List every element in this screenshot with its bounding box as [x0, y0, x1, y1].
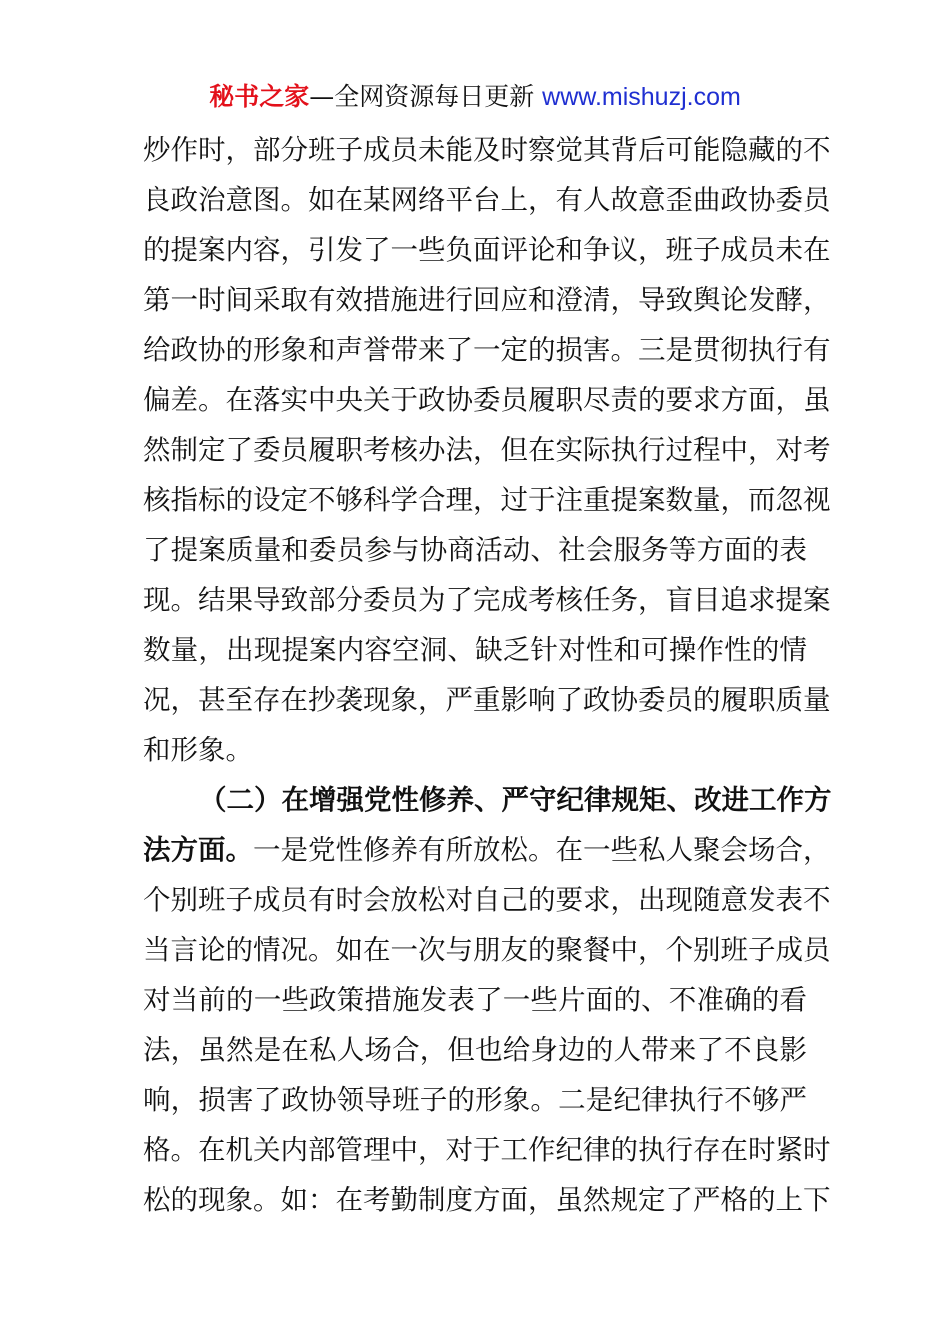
paragraph-line: 况，甚至存在抄袭现象，严重影响了政协委员的履职质量 [143, 684, 831, 716]
paragraph-line: 第一时间采取有效措施进行回应和澄清，导致舆论发酵， [143, 284, 831, 316]
paragraph-line: 给政协的形象和声誉带来了一定的损害。三是贯彻执行有 [143, 334, 831, 366]
paragraph-line: 格。在机关内部管理中，对于工作纪律的执行存在时紧时 [143, 1134, 831, 1166]
paragraph-text: 一是党性修养有所放松。在一些私人聚会场合， [253, 834, 831, 866]
site-url-link[interactable]: www.mishuzj.com [542, 83, 741, 111]
paragraph-line: 偏差。在落实中央关于政协委员履职尽责的要求方面，虽 [143, 384, 831, 416]
paragraph-line: 现。结果导致部分委员为了完成考核任务，盲目追求提案 [143, 584, 831, 616]
paragraph-line: 松的现象。如：在考勤制度方面，虽然规定了严格的上下 [143, 1184, 831, 1216]
brand-name: 秘书之家 [209, 82, 310, 111]
paragraph-line: 的提案内容，引发了一些负面评论和争议，班子成员未在 [143, 234, 831, 266]
header-tagline: —全网资源每日更新 [309, 82, 543, 111]
document-body [143, 125, 832, 1225]
paragraph-line: 然制定了委员履职考核办法，但在实际执行过程中，对考 [143, 434, 831, 466]
page-header [0, 80, 950, 114]
section-heading: （二）在增强党性修养、严守纪律规矩、改进工作方 [199, 784, 832, 816]
paragraph-line: 和形象。 [143, 734, 253, 766]
paragraph-line: 当言论的情况。如在一次与朋友的聚餐中，个别班子成员 [143, 934, 831, 966]
paragraph-line: 响，损害了政协领导班子的形象。二是纪律执行不够严 [143, 1084, 807, 1116]
paragraph-line: 了提案质量和委员参与协商活动、社会服务等方面的表 [143, 534, 807, 566]
section-heading-end: 法方面。 [143, 834, 253, 866]
section-heading-continuation [143, 825, 831, 875]
paragraph-line: 炒作时，部分班子成员未能及时察觉其背后可能隐藏的不 [143, 134, 831, 166]
paragraph-line: 良政治意图。如在某网络平台上，有人故意歪曲政协委员 [143, 184, 831, 216]
paragraph-line: 个别班子成员有时会放松对自己的要求，出现随意发表不 [143, 884, 831, 916]
paragraph-line: 法，虽然是在私人场合，但也给身边的人带来了不良影 [143, 1034, 807, 1066]
paragraph-line: 对当前的一些政策措施发表了一些片面的、不准确的看 [143, 984, 807, 1016]
paragraph-line: 核指标的设定不够科学合理，过于注重提案数量，而忽视 [143, 484, 831, 516]
paragraph-line: 数量，出现提案内容空洞、缺乏针对性和可操作性的情 [143, 634, 807, 666]
